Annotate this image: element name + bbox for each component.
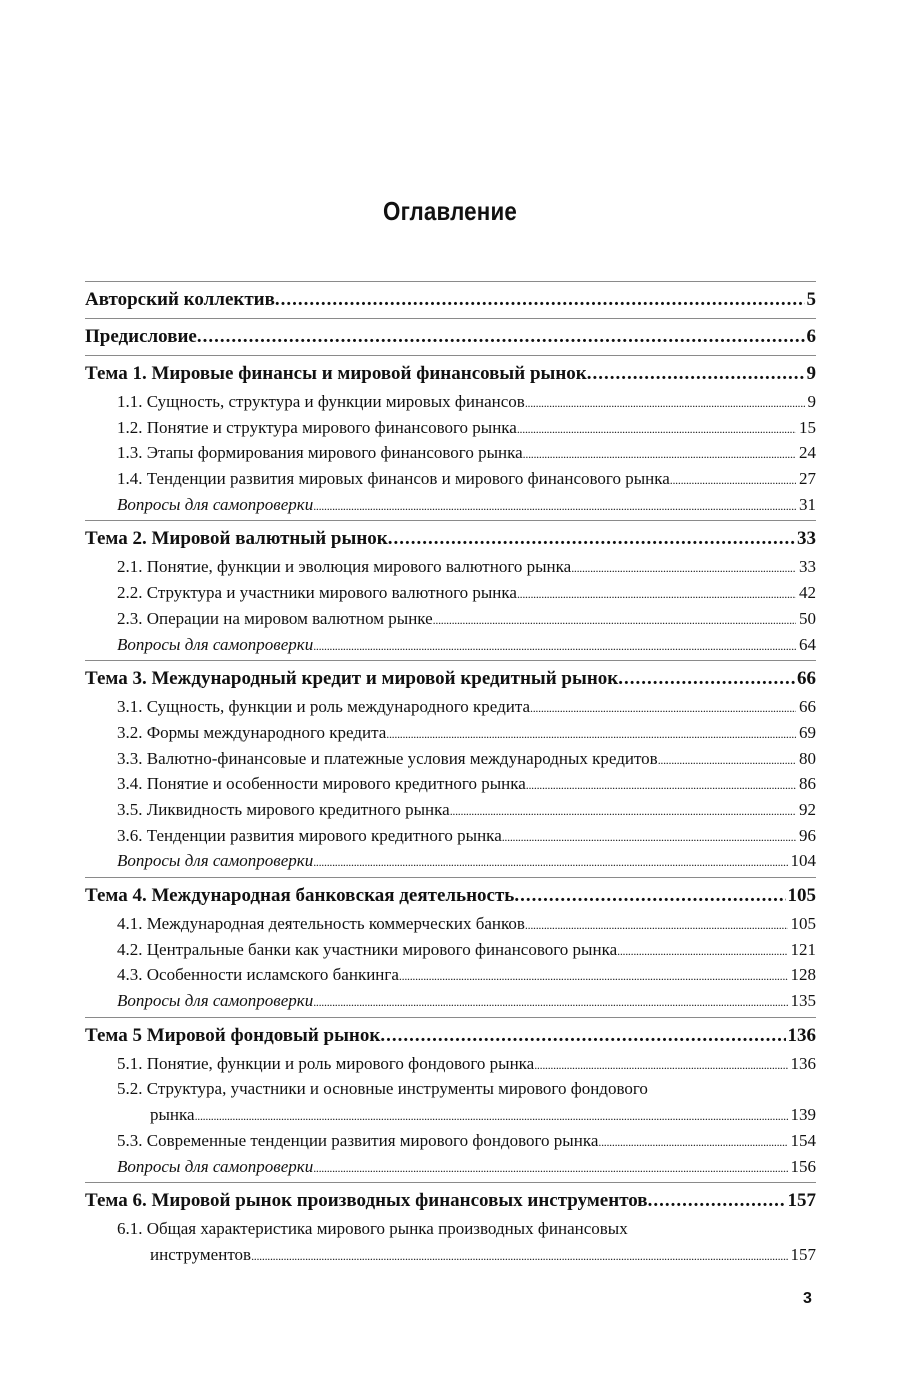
toc-topic-5[interactable]: [85, 1021, 816, 1051]
toc-topic-6[interactable]: [85, 1186, 816, 1216]
toc-subentry[interactable]: [85, 554, 816, 580]
toc-subentry[interactable]: [85, 962, 816, 988]
toc-page-number: 66: [799, 697, 816, 717]
toc-entry-label-line2: рынка: [150, 1105, 195, 1125]
dot-leader: [517, 417, 796, 443]
toc-page-number: 31: [799, 494, 816, 514]
toc-entry-label: Вопросы для самопроверки: [117, 494, 314, 514]
toc-entry-label: 1.3. Этапы формирования мирового финансового рынка: [117, 443, 523, 463]
toc-entry-label: Тема 2. Мировой валютный рынок: [85, 528, 388, 550]
divider: [85, 355, 816, 356]
toc-entry-label: Тема 4. Международная банковская деятельность: [85, 885, 515, 906]
page-title: Оглавление: [383, 196, 517, 226]
toc-page-number: 5: [806, 289, 816, 310]
toc-page-number: 27: [799, 469, 816, 489]
toc-entry-label-line1: 5.2. Структура, участники и основные инструменты мирового фондового: [117, 1079, 648, 1099]
dot-leader: [670, 468, 796, 494]
dot-leader: [587, 359, 805, 389]
dot-leader: [571, 556, 796, 582]
dot-leader: [648, 1186, 786, 1216]
dot-leader: [525, 913, 788, 939]
dot-leader: [313, 1156, 787, 1182]
dot-leader: [380, 1021, 785, 1051]
toc-entry-label: Предисловие: [85, 326, 197, 347]
toc-page-number: 136: [787, 1024, 816, 1046]
dot-leader: [433, 608, 796, 634]
toc-topic-3[interactable]: [85, 664, 816, 694]
toc-entry-label: 4.2. Центральные банки как участники мирового финансового рынка: [117, 939, 618, 959]
dot-leader: [517, 582, 796, 608]
dot-leader: [530, 696, 796, 722]
toc-subentry[interactable]: [85, 720, 816, 746]
toc-subentry[interactable]: [85, 771, 816, 797]
divider: [85, 1182, 816, 1183]
toc-subentry[interactable]: [85, 440, 816, 466]
toc-page-number: 96: [799, 825, 816, 845]
toc-entry-label: 3.1. Сущность, функции и роль международного кредита: [117, 697, 531, 717]
toc-subentry[interactable]: [85, 415, 816, 441]
toc-page-number: 24: [799, 443, 816, 463]
dot-leader: [197, 322, 805, 352]
toc-page-number: 6: [806, 326, 816, 347]
dot-leader: [618, 664, 795, 694]
dot-leader: [658, 748, 796, 774]
toc-entry-label: 4.1. Международная деятельность коммерческих банков: [117, 914, 525, 933]
divider: [85, 520, 816, 521]
dot-leader: [399, 964, 788, 990]
toc-subentry-questions[interactable]: [85, 988, 816, 1014]
toc-subentry-wrapped[interactable]: [85, 1216, 816, 1267]
toc-page-number: 157: [787, 1190, 816, 1212]
toc-entry-label: 3.4. Понятие и особенности мирового кредитного рынка: [117, 774, 526, 794]
toc-subentry[interactable]: [85, 911, 816, 937]
dot-leader: [313, 850, 787, 876]
dot-leader: [617, 939, 787, 965]
dot-leader: [526, 773, 796, 799]
toc-page-number: 121: [790, 939, 816, 959]
toc-entry-label: Вопросы для самопроверки: [117, 991, 314, 1011]
toc-page-number: 66: [797, 668, 816, 690]
dot-leader: [313, 494, 796, 520]
toc-page-number: 9: [806, 363, 816, 384]
toc-subentry[interactable]: [85, 389, 816, 415]
toc-page-number: 69: [799, 722, 816, 742]
toc-page-number: 157: [790, 1244, 816, 1264]
dot-leader: [598, 1130, 787, 1156]
toc-page-number: 15: [799, 417, 816, 437]
toc-subentry-questions[interactable]: [85, 492, 816, 518]
toc-page-number: 42: [799, 583, 816, 603]
dot-leader: [386, 722, 796, 748]
toc-entry-label: 4.3. Особенности исламского банкинга: [117, 965, 399, 985]
toc-entry-label: Авторский коллектив: [85, 289, 275, 310]
toc-page-number: 33: [799, 557, 816, 577]
toc-entry-label: 2.1. Понятие, функции и эволюция мирового валютного рынка: [117, 557, 572, 577]
dot-leader: [195, 1104, 788, 1130]
toc-page-number: 154: [790, 1130, 816, 1150]
toc-entry-label-line1: 6.1. Общая характеристика мирового рынка производных финансовых: [117, 1219, 628, 1239]
toc-entry-label: Тема 5 Мировой фондовый рынок: [85, 1024, 381, 1046]
toc-page-number: 105: [790, 914, 816, 933]
toc-page-number: 64: [799, 634, 816, 654]
divider: [85, 660, 816, 661]
toc-page-number: 156: [790, 1156, 816, 1176]
toc-page-number: 86: [799, 774, 816, 794]
divider: [85, 318, 816, 319]
toc-page-number: 80: [799, 748, 816, 768]
dot-leader: [450, 799, 796, 825]
toc-subentry[interactable]: [85, 580, 816, 606]
toc-page-number: 9: [807, 392, 816, 411]
toc-subentry-questions[interactable]: [85, 632, 816, 658]
dot-leader: [275, 285, 805, 315]
toc-entry-label-line2: инструментов: [150, 1244, 252, 1264]
toc-page-number: 33: [797, 528, 816, 550]
toc-subentry[interactable]: [85, 937, 816, 963]
toc-subentry[interactable]: [85, 466, 816, 492]
toc-page-number: 136: [790, 1053, 816, 1073]
table-of-contents: [85, 278, 816, 1268]
dot-leader: [388, 524, 795, 554]
dot-leader: [313, 634, 796, 660]
toc-page-number: 128: [790, 965, 816, 985]
toc-page-number: 50: [799, 608, 816, 628]
dot-leader: [502, 825, 796, 851]
toc-entry-continuation: [117, 1242, 816, 1268]
toc-topic-4[interactable]: [85, 881, 816, 911]
toc-entry-label: Тема 3. Международный кредит и мировой кредитный рынок: [85, 668, 619, 690]
toc-subentry[interactable]: [85, 823, 816, 849]
toc-entry-label: Вопросы для самопроверки: [117, 851, 314, 871]
toc-subentry[interactable]: [85, 746, 816, 772]
toc-subentry-wrapped[interactable]: [85, 1076, 816, 1127]
toc-page-number: 92: [799, 799, 816, 819]
toc-entry-label: 2.2. Структура и участники мирового валютного рынка: [117, 583, 517, 603]
toc-entry-label: 3.2. Формы международного кредита: [117, 722, 387, 742]
dot-leader: [525, 391, 805, 417]
toc-entry-label: 5.1. Понятие, функции и роль мирового фондового рынка: [117, 1053, 535, 1073]
toc-subentry[interactable]: [85, 1051, 816, 1077]
toc-entry-label: 3.5. Ликвидность мирового кредитного рынка: [117, 799, 450, 819]
dot-leader: [523, 442, 796, 468]
toc-page-number: 135: [790, 991, 816, 1011]
toc-entry-preface[interactable]: [85, 322, 816, 352]
dot-leader: [313, 990, 787, 1016]
toc-entry-label: 1.1. Сущность, структура и функции мировых финансов: [117, 392, 525, 411]
toc-entry-label: Тема 6. Мировой рынок производных финансовых инструментов: [85, 1190, 648, 1212]
divider: [85, 1017, 816, 1018]
toc-page-number: 139: [790, 1105, 816, 1125]
toc-subentry-questions[interactable]: [85, 848, 816, 874]
toc-subentry[interactable]: [85, 797, 816, 823]
toc-entry-continuation: [117, 1102, 816, 1128]
divider: [85, 281, 816, 282]
toc-entry-label: 3.6. Тенденции развития мирового кредитного рынка: [117, 825, 502, 845]
toc-entry-label: 2.3. Операции на мировом валютном рынке: [117, 608, 433, 628]
toc-page-number: 104: [790, 851, 816, 871]
toc-entry-label: 1.2. Понятие и структура мирового финансового рынка: [117, 417, 517, 437]
toc-entry-authors[interactable]: [85, 285, 816, 315]
page-number: 3: [803, 1290, 812, 1307]
toc-entry-label: 1.4. Тенденции развития мировых финансов и мирового финансового рынка: [117, 469, 670, 489]
toc-entry-label: Тема 1. Мировые финансы и мировой финансовый рынок: [85, 363, 587, 384]
divider: [85, 877, 816, 878]
toc-entry-label: 3.3. Валютно-финансовые и платежные условия международных кредитов: [117, 748, 658, 768]
toc-entry-label: Вопросы для самопроверки: [117, 1156, 314, 1176]
toc-page-number: 105: [787, 885, 816, 906]
toc-entry-label: 5.3. Современные тенденции развития мирового фондового рынка: [117, 1130, 599, 1150]
toc-subentry[interactable]: [85, 694, 816, 720]
toc-subentry-questions[interactable]: [85, 1154, 816, 1180]
toc-topic-1[interactable]: [85, 359, 816, 389]
dot-leader: [251, 1244, 787, 1270]
dot-leader: [514, 881, 785, 911]
dot-leader: [534, 1053, 787, 1079]
toc-subentry[interactable]: [85, 606, 816, 632]
toc-topic-2[interactable]: [85, 524, 816, 554]
toc-subentry[interactable]: [85, 1128, 816, 1154]
toc-entry-label: Вопросы для самопроверки: [117, 634, 314, 654]
